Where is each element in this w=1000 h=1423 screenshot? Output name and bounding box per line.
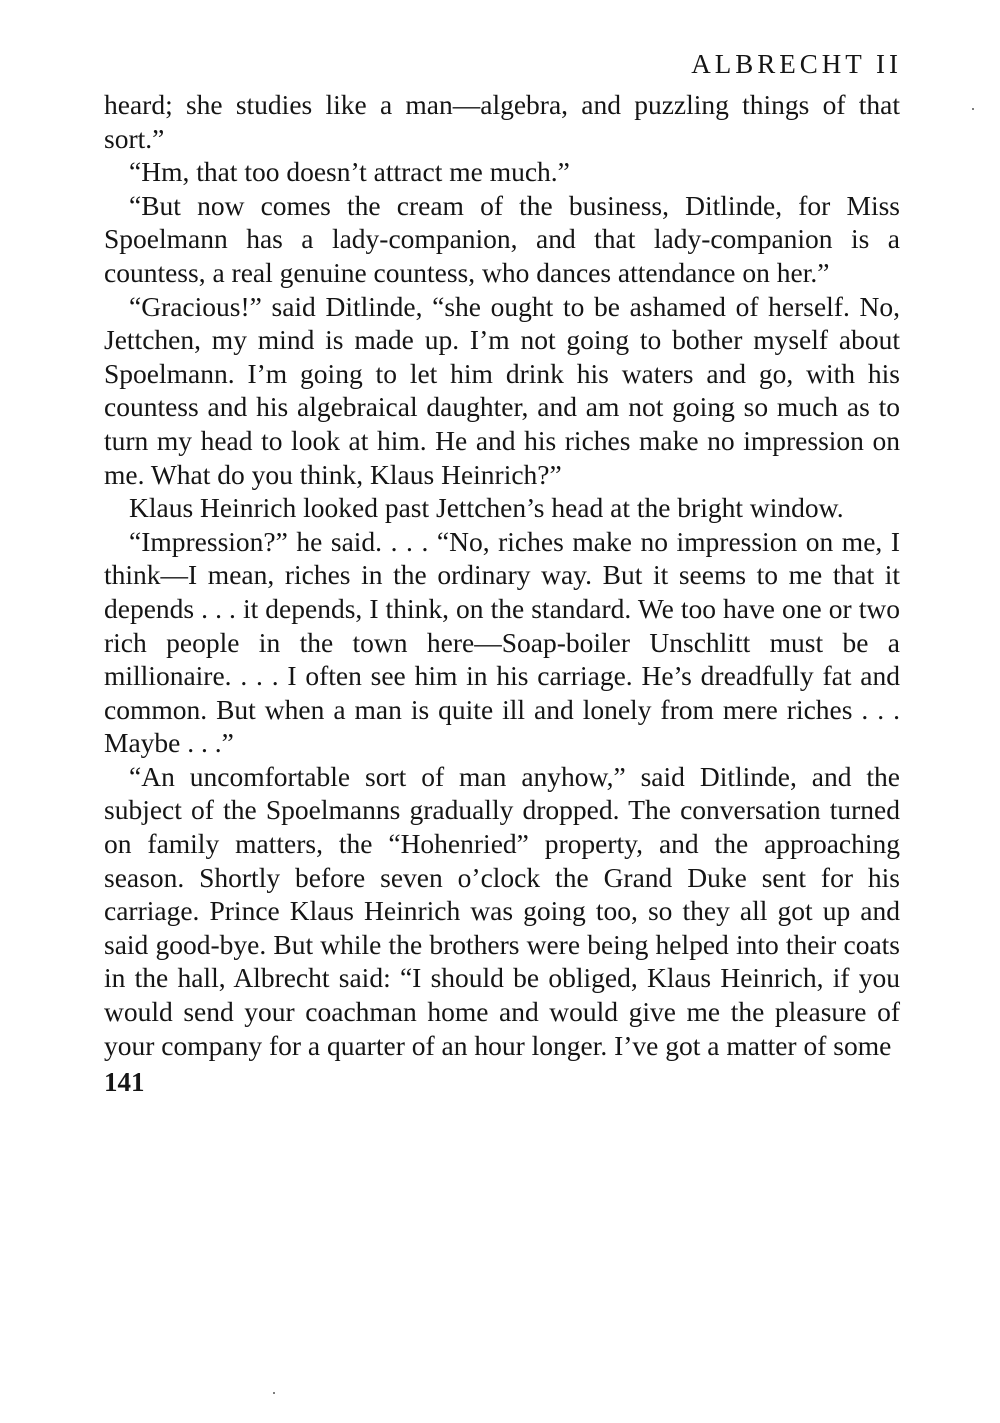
page-number: 141 [104,1067,145,1098]
paragraph-2: “Hm, that too doesn’t attract me much.” [129,156,570,188]
paragraph-3: “But now comes the cream of the business, Ditlinde, for Miss Spoelmann has a lady-companion, and that lady-companion is a countess, a real genuine countess, who dances attendance on her.” [104,189,900,288]
paragraph-7: “An uncomfortable sort of man anyhow,” said Ditlinde, and the subject of the Spoelmanns gradually dropped. The conversation turned on family matters, the “Hohenried” property, and the approaching season. Shortly before seven o’clock the Grand Duke sent for his carriage. Prince Klaus Heinrich was going too, so they all got up and said good-bye. But while the brothers were being helped into their coats in the hall, Albrecht said: “I should be obliged, Klaus Heinrich, if you would send your coachman home and would give me the pleasure of your company for a quarter of an hour longer. I’ve got a matter of some [104,760,900,1061]
scan-speck [972,108,974,110]
body-text [104,88,900,1062]
paragraph-5: Klaus Heinrich looked past Jettchen’s head at the bright window. [129,492,844,524]
running-head: ALBRECHT II [691,49,902,79]
paragraph-1: heard; she studies like a man—algebra, and puzzling things of that sort.” [104,89,900,154]
scan-speck [273,1392,275,1394]
paragraph-6: “Impression?” he said. . . . “No, riches make no impression on me, I think—I mean, riches in the ordinary way. But it seems to me that it depends . . . it depends, I think, on the standard. We too have one or two rich people in the town here—Soap-boiler Unschlitt must be a millionaire. . . . I often see him in his carriage. He’s dreadfully fat and common. But when a man is quite ill and lonely from mere riches . . . Maybe . . .” [104,525,900,759]
book-page [104,44,900,1100]
paragraph-4: “Gracious!” said Ditlinde, “she ought to be ashamed of herself. No, Jettchen, my mind is made up. I’m not going to bother myself about Spoelmann. I’m going to let him drink his waters and go, with his countess and his algebraical daughter, and am not going so much as to turn my head to look at him. He and his riches make no impression on me. What do you think, Klaus Heinrich?” [104,290,900,490]
